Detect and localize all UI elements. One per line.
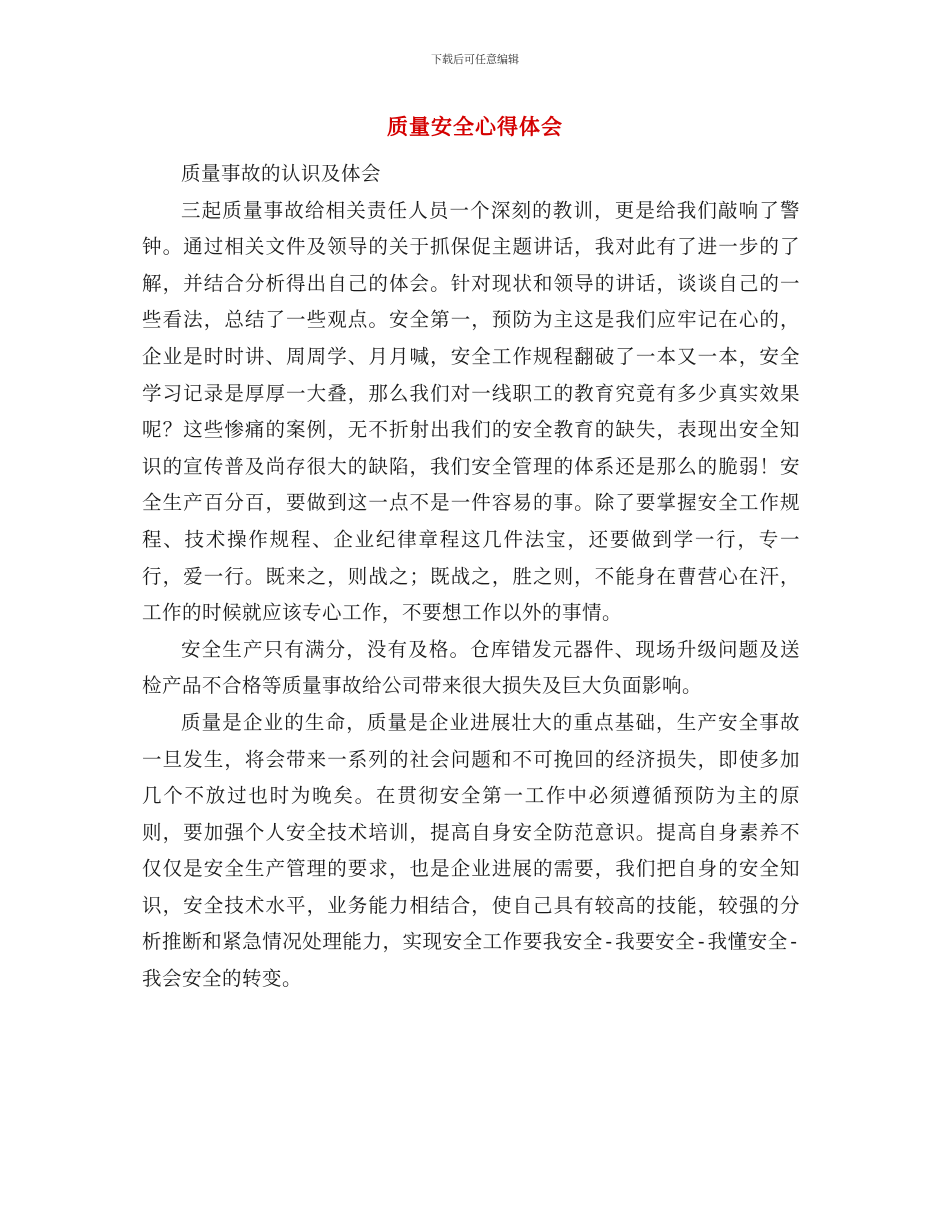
document-body <box>142 156 800 998</box>
paragraph-2: 安全生产只有满分，没有及格。仓库错发元器件、现场升级问题及送检产品不合格等质量事故给公司带来很大损失及巨大负面影响。 <box>142 637 800 698</box>
paragraph-3: 质量是企业的生命，质量是企业进展壮大的重点基础，生产安全事故一旦发生，将会带来一系列的社会问题和不可挽回的经济损失，即使多加几个不放过也时为晚矣。在贯彻安全第一工作中必须遵循预防为主的原则，要加强个人安全技术培训，提高自身安全防范意识。提高自身素养不仅仅是安全生产管理的要求，也是企业进展的需要，我们把自身的安全知识，安全技术水平，业务能力相结合，使自己具有较高的技能，较强的分析推断和紧急情况处理能力，实现安全工作要我安全-我要安全-我懂安全-我会安全的转变。 <box>142 710 800 991</box>
header-note: 下载后可任意编辑 <box>431 53 519 66</box>
section-heading: 质量事故的认识及体会 <box>181 162 382 185</box>
paragraph-1: 三起质量事故给相关责任人员一个深刻的教训，更是给我们敲响了警钟。通过相关文件及领导的关于抓保促主题讲话，我对此有了进一步的了解，并结合分析得出自己的体会。针对现状和领导的讲话，谈谈自己的一些看法，总结了一些观点。安全第一，预防为主这是我们应牢记在心的，企业是时时讲、周周学、月月喊，安全工作规程翻破了一本又一本，安全学习记录是厚厚一大叠，那么我们对一线职工的教育究竟有多少真实效果呢？这些惨痛的案例，无不折射出我们的安全教育的缺失，表现出安全知识的宣传普及尚存很大的缺陷，我们安全管理的体系还是那么的脆弱！安全生产百分百，要做到这一点不是一件容易的事。除了要掌握安全工作规程、技术操作规程、企业纪律章程这几件法宝，还要做到学一行，专一行，爱一行。既来之，则战之；既战之，胜之则，不能身在曹营心在汗，工作的时候就应该专心工作，不要想工作以外的事情。 <box>142 198 800 625</box>
document-title: 质量安全心得体会 <box>387 115 563 139</box>
